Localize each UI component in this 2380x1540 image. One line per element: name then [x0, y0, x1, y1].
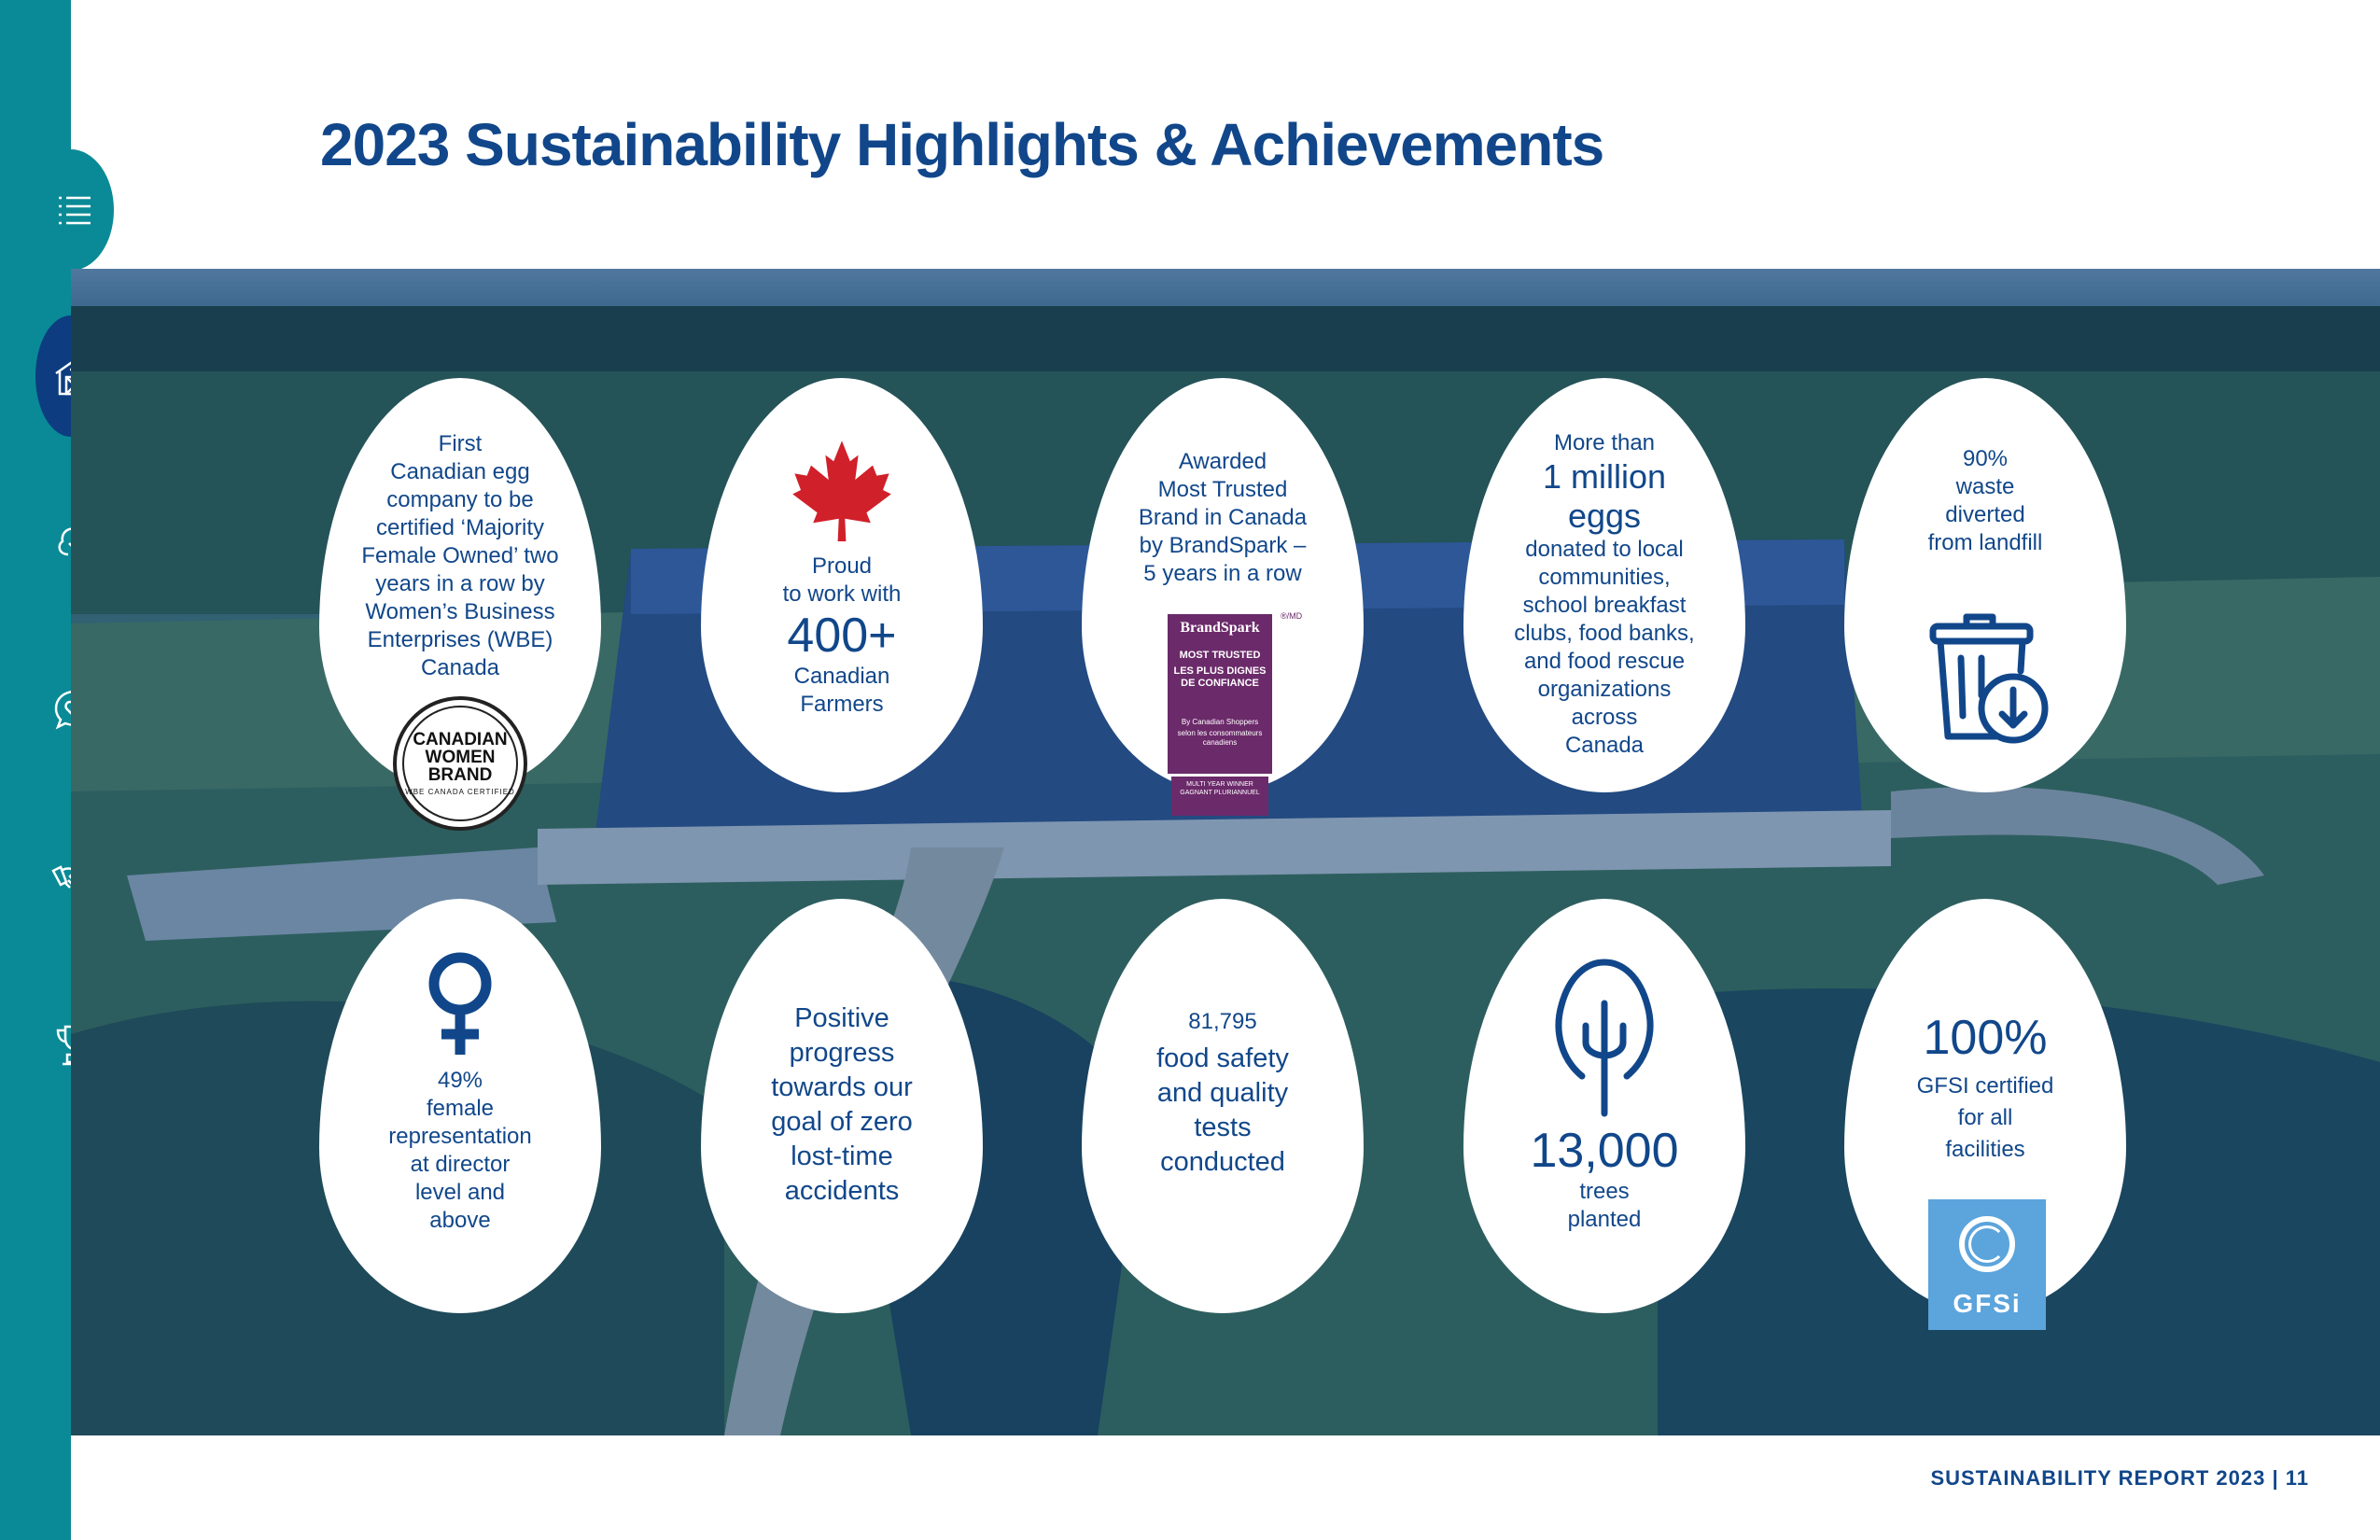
highlight-number: 100%	[1923, 1011, 2048, 1065]
highlight-text: accidents	[784, 1176, 900, 1206]
list-icon	[51, 187, 98, 233]
brandspark-badge	[1165, 611, 1275, 815]
maple-leaf-icon	[791, 439, 893, 541]
highlight-text: trees	[1579, 1179, 1630, 1204]
highlight-number: eggs	[1567, 497, 1642, 535]
badge-text: CANADIAN	[413, 730, 508, 749]
highlight-text: Enterprises (WBE)	[367, 627, 553, 652]
page-title: 2023 Sustainability Highlights & Achievements	[320, 111, 1604, 178]
highlight-number: 1 million	[1542, 457, 1667, 496]
highlight-text: donated to local	[1525, 537, 1684, 562]
tree-icon	[1548, 957, 1660, 1120]
badge-mark: ®/MD	[1281, 611, 1303, 621]
badge-text: BRAND	[427, 765, 493, 785]
highlight-text: Awarded	[1178, 449, 1267, 474]
gfsi-logo	[1928, 1199, 2046, 1330]
highlight-text: company to be	[386, 487, 534, 512]
highlight-text: planted	[1567, 1207, 1642, 1232]
highlight-text: progress	[789, 1038, 895, 1068]
badge-text: GAGNANT PLURIANNUEL	[1180, 790, 1260, 796]
female-symbol-icon	[423, 950, 497, 1057]
highlight-text: across	[1571, 705, 1638, 730]
highlight-text: and food rescue	[1523, 649, 1686, 674]
highlight-text: food safety	[1156, 1043, 1289, 1073]
highlight-text: years in a row by	[375, 571, 545, 596]
highlight-text: Women’s Business	[365, 599, 555, 624]
highlight-text: female	[426, 1096, 495, 1121]
highlight-text: waste	[1955, 474, 2015, 499]
badge-text: WOMEN	[425, 748, 496, 767]
highlight-text: diverted	[1945, 502, 2025, 527]
highlight-text: Brand in Canada	[1138, 505, 1308, 530]
badge-text: By Canadian Shoppers	[1181, 718, 1259, 726]
highlight-text: to work with	[782, 581, 902, 607]
highlight-text: lost-time	[791, 1141, 893, 1171]
highlight-text: 5 years in a row	[1143, 561, 1302, 586]
highlight-text: First	[438, 431, 483, 456]
sidebar-item-contents[interactable]	[35, 149, 114, 271]
highlight-text: level and	[414, 1180, 506, 1205]
highlight-text: GFSI certified	[1916, 1073, 2054, 1099]
highlight-text: communities,	[1538, 565, 1671, 590]
gfsi-ring-inner	[1968, 1225, 2006, 1263]
highlight-text: Female Owned’ two	[361, 543, 559, 568]
highlight-text: Proud	[811, 553, 873, 579]
highlight-text: above	[429, 1208, 491, 1233]
highlight-text: for all	[1957, 1105, 2013, 1130]
page-footer: SUSTAINABILITY REPORT 2023 | 11	[1930, 1466, 2309, 1490]
highlight-text: 90%	[1962, 446, 2009, 471]
highlight-text: school breakfast	[1522, 593, 1687, 618]
badge-text: selon les consommateurs canadiens	[1177, 729, 1263, 747]
badge-subtext: WBE CANADA CERTIFIED	[405, 788, 515, 796]
highlight-text: at director	[410, 1152, 511, 1177]
highlight-text: conducted	[1160, 1147, 1285, 1177]
highlight-text: Farmers	[800, 692, 884, 717]
badge-text: MULTI YEAR WINNER	[1186, 781, 1253, 788]
highlight-text: certified ‘Majority	[375, 515, 545, 540]
highlight-text: Canada	[1564, 733, 1645, 758]
trash-bin-icon	[1920, 606, 2051, 746]
badge-text: LES PLUS DIGNES DE CONFIANCE	[1173, 665, 1267, 689]
highlight-text: and quality	[1156, 1078, 1289, 1108]
highlight-text: representation	[388, 1124, 532, 1149]
highlight-text: goal of zero	[771, 1107, 913, 1137]
highlight-text: 49%	[437, 1068, 483, 1093]
highlight-text: Canadian egg	[390, 459, 530, 484]
canadian-women-brand-badge	[393, 696, 527, 831]
highlight-text: facilities	[1945, 1137, 2025, 1162]
highlight-text: Canadian	[793, 664, 890, 689]
highlight-number: 81,795	[1188, 1009, 1257, 1034]
highlight-text: Canada	[420, 655, 500, 680]
highlight-text: clubs, food banks,	[1514, 621, 1695, 646]
highlight-text: towards our	[771, 1072, 913, 1102]
highlight-text: Positive	[794, 1003, 889, 1033]
gfsi-logo-text: GFSi	[1953, 1289, 2022, 1318]
highlight-text: from landfill	[1927, 530, 2043, 555]
badge-text: MOST TRUSTED	[1179, 650, 1261, 661]
highlight-text: More than	[1553, 430, 1656, 455]
highlight-text: organizations	[1537, 677, 1672, 702]
highlight-number: 400+	[787, 609, 897, 663]
highlight-text: Most Trusted	[1157, 477, 1288, 502]
highlight-text: by BrandSpark –	[1139, 533, 1307, 558]
highlight-number: 13,000	[1530, 1124, 1679, 1178]
highlight-text: tests	[1194, 1113, 1252, 1142]
badge-brand-name: BrandSpark	[1180, 620, 1260, 636]
